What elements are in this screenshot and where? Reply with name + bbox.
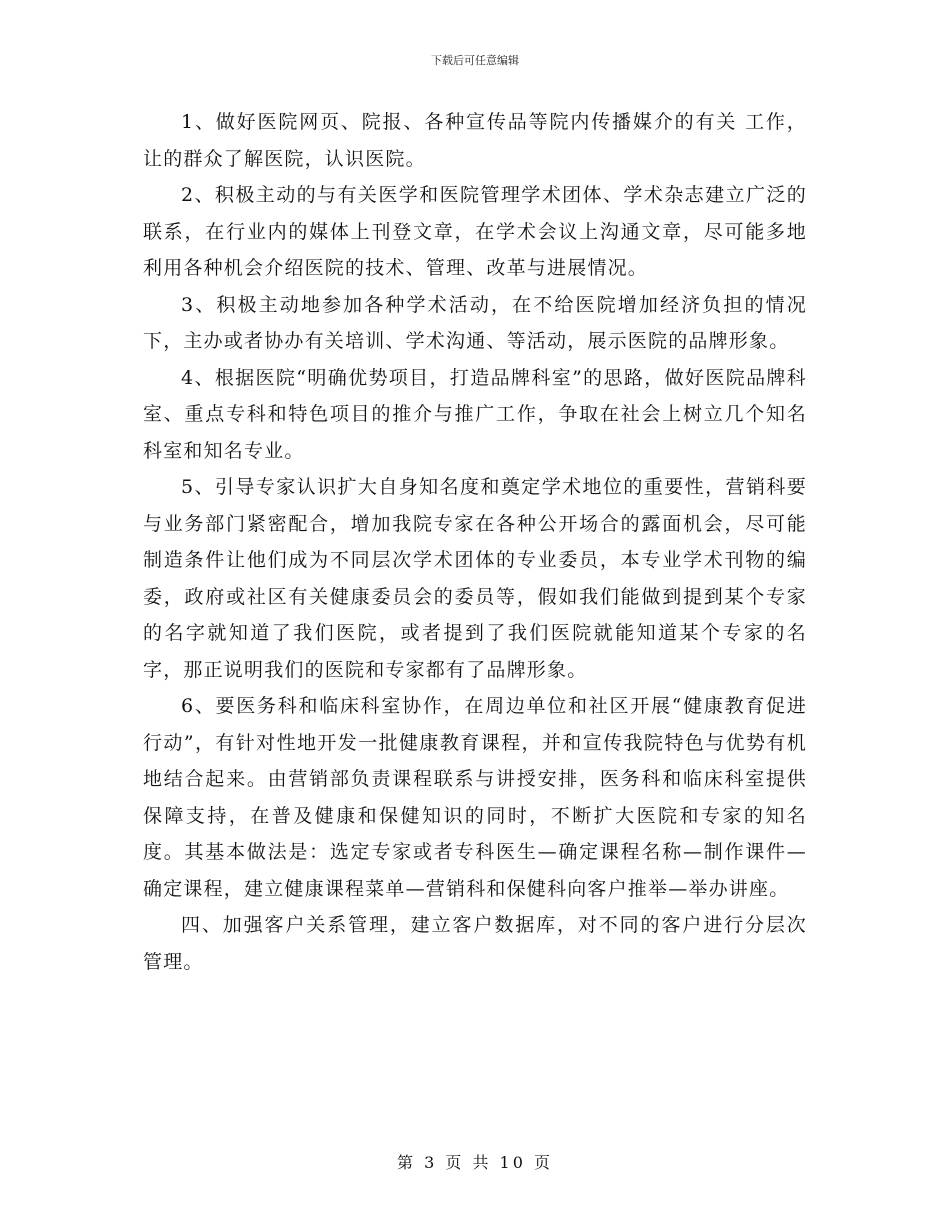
page-header-note: 下载后可任意编辑 bbox=[431, 54, 519, 67]
section-heading-4: 四、加强客户关系管理，建立客户数据库，对不同的客户进行分层次管理。 bbox=[143, 914, 807, 973]
paragraph-6: 6、要医务科和临床科室协作，在周边单位和社区开展“健康教育促进行动”，有针对性地开发一批健康教育课程，并和宣传我院特色与优势有机地结合起来。由营销部负责课程联系与讲授安排，医务科和临床科室提供保障支持，在普及健康和保健知识的同时，不断扩大医院和专家的知名度。其基本做法是：选定专家或者专科医生—确定课程名称—制作课件—确定课程，建立健康课程菜单—营销科和保健科向客户推举—举办讲座。 bbox=[143, 695, 807, 900]
document-body bbox=[143, 104, 807, 980]
page-number: 第 3 页 共 10 页 bbox=[397, 1153, 553, 1172]
paragraph-5: 5、引导专家认识扩大自身知名度和奠定学术地位的重要性，营销科要与业务部门紧密配合，增加我院专家在各种公开场合的露面机会，尽可能制造条件让他们成为不同层次学术团体的专业委员，本专业学术刊物的编委，政府或社区有关健康委员会的委员等，假如我们能做到提到某个专家的名字就知道了我们医院，或者提到了我们医院就能知道某个专家的名字，那正说明我们的医院和专家都有了品牌形象。 bbox=[143, 476, 807, 681]
paragraph-4: 4、根据医院“明确优势项目，打造品牌科室”的思路，做好医院品牌科室、重点专科和特色项目的推介与推广工作，争取在社会上树立几个知名科室和知名专业。 bbox=[143, 366, 807, 462]
paragraph-1: 1、做好医院网页、院报、各种宣传品等院内传播媒介的有关 工作，让的群众了解医院，认识医院。 bbox=[143, 111, 807, 170]
paragraph-3: 3、积极主动地参加各种学术活动，在不给医院增加经济负担的情况下，主办或者协办有关培训、学术沟通、等活动，展示医院的品牌形象。 bbox=[143, 293, 807, 352]
paragraph-2: 2、积极主动的与有关医学和医院管理学术团体、学术杂志建立广泛的联系，在行业内的媒体上刊登文章，在学术会议上沟通文章，尽可能多地利用各种机会介绍医院的技术、管理、改革与进展情况。 bbox=[143, 184, 807, 279]
